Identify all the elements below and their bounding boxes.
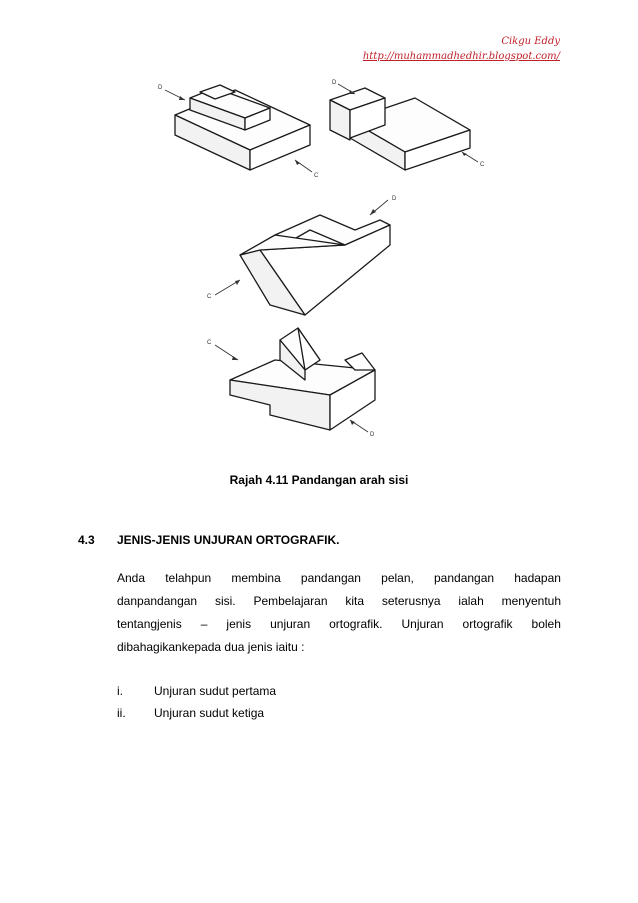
paragraph-line-4: dibahagikankepada dua jenis iaitu : — [117, 640, 305, 654]
isometric-object-4 — [207, 328, 375, 438]
label-d: D — [370, 432, 375, 438]
label-c: C — [480, 162, 485, 168]
section-number: 4.3 — [78, 533, 95, 547]
label-c: C — [207, 340, 212, 346]
list-item — [117, 706, 264, 720]
label-d: D — [158, 85, 163, 91]
label-d: D — [392, 196, 397, 202]
page-header — [363, 34, 560, 64]
list-item-text: Unjuran sudut pertama — [154, 684, 277, 698]
figure-caption: Rajah 4.11 Pandangan arah sisi — [229, 473, 409, 487]
list-item-number: ii. — [117, 706, 126, 720]
author-name: Cikgu Eddy — [501, 36, 560, 47]
isometric-figures — [140, 70, 500, 450]
label-d: D — [332, 80, 337, 86]
body-paragraph — [117, 567, 561, 659]
paragraph-line-3: tentangjenis – jenis unjuran ortografik. Unjuran ortografik boleh — [117, 617, 561, 631]
paragraph-line-2: danpandangan sisi. Pembelajaran kita seterusnya ialah menyentuh — [117, 594, 561, 608]
isometric-object-1 — [158, 85, 319, 179]
list-item — [117, 684, 276, 698]
section-title: JENIS-JENIS UNJURAN ORTOGRAFIK. — [117, 533, 340, 547]
blog-link[interactable]: http://muhammadhedhir.blogspot.com/ — [362, 51, 560, 62]
isometric-object-3 — [207, 196, 397, 315]
isometric-object-2 — [330, 80, 485, 170]
list-item-number: i. — [117, 684, 123, 698]
label-c: C — [314, 173, 319, 179]
paragraph-line-1: Anda telahpun membina pandangan pelan, pandangan hadapan — [117, 571, 561, 585]
list-item-text: Unjuran sudut ketiga — [154, 706, 265, 720]
label-c: C — [207, 294, 212, 300]
